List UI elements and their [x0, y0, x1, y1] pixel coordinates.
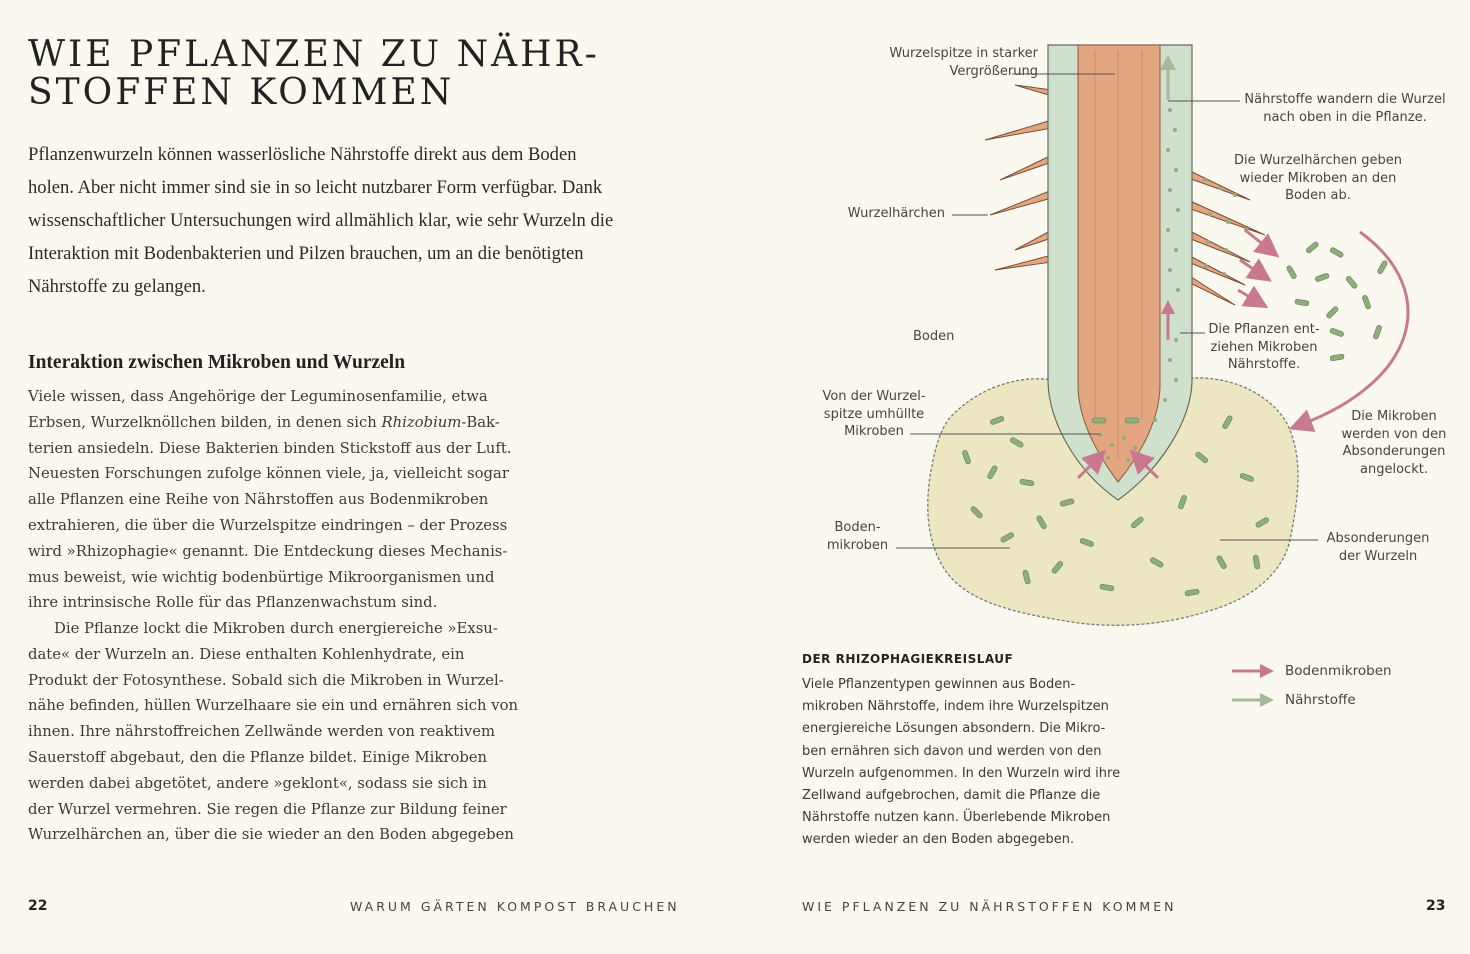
- root-core: [1078, 45, 1160, 482]
- body-line: ihre intrinsische Rolle für das Pflanzenwachstum sind.: [28, 594, 438, 612]
- legend-nutrients: Nährstoffe: [1285, 692, 1356, 708]
- body-line: mus beweist, wie wichtig bodenbürtige Mikroorganismen und: [28, 568, 495, 586]
- running-footer-left: WARUM GÄRTEN KOMPOST BRAUCHEN: [350, 899, 680, 914]
- label-extract: Die Pflanzen ent- ziehen Mikroben Nährstoffe.: [1208, 322, 1320, 373]
- root-hairs-left: [985, 85, 1052, 270]
- title-line-1: WIE PFLANZEN ZU NÄHR-: [28, 34, 600, 75]
- body-line: ihnen. Ihre nährstoffreichen Zellwände werden von reaktivem: [28, 723, 496, 741]
- body-line: Viele wissen, dass Angehörige der Leguminosenfamilie, etwa: [28, 388, 488, 405]
- body-line: Erbsen, Wurzelknöllchen bilden, in denen sich Rhizobium-Bak-: [28, 413, 500, 431]
- body-line: alle Pflanzen eine Reihe von Nährstoffen aus Bodenmikroben: [28, 491, 489, 509]
- body-line: date« der Wurzeln an. Diese enthalten Kohlenhydrate, ein: [28, 645, 465, 663]
- label-exudates: Absonderungen der Wurzeln: [1326, 531, 1430, 564]
- label-enclosed-microbes: Von der Wurzel- spitze umhüllte Mikroben: [822, 389, 926, 440]
- body-line: Neuesten Forschungen zufolge können viele, ja, vielleicht sogar: [28, 465, 509, 483]
- italic-term: Rhizobium: [381, 413, 462, 431]
- caption-title: DER RHIZOPHAGIEKREISLAUF: [802, 652, 1014, 666]
- page-number-right: 23: [1426, 898, 1446, 914]
- label-root-tip: Wurzelspitze in starker Vergrößerung: [889, 46, 1038, 79]
- section-heading: Interaktion zwischen Mikroben und Wurzeln: [28, 352, 406, 373]
- title-line-2: STOFFEN KOMMEN: [28, 72, 455, 113]
- body-line: Sauerstoff abgebaut, den die Pflanze bildet. Einige Mikroben: [28, 748, 488, 766]
- label-nutrients-up: Nährstoffe wandern die Wurzel nach oben in die Pflanze.: [1244, 92, 1446, 125]
- body-line: wird »Rhizophagie« genannt. Die Entdeckung dieses Mechanis-: [28, 542, 508, 560]
- caption-text: Viele Pflanzentypen gewinnen aus Boden- mikroben Nährstoffe, indem ihre Wurzelspitzen energiereiche Lösungen absondern. Die Mikro- ben ernähren sich davon und werden von den Wurzeln aufgenommen. In den Wurzeln wird ihre Zellwand aufgebrochen, damit die Pflanze die Nährstoffe nutzen kann. Überlebende Mikroben werden wieder an den Boden abgegeben.: [802, 677, 1121, 848]
- legend-soil-microbes: Bodenmikroben: [1285, 663, 1392, 679]
- body-line: extrahieren, die über die Wurzelspitze eindringen – der Prozess: [28, 516, 508, 534]
- label-hairs-release: Die Wurzelhärchen geben wieder Mikroben an den Boden ab.: [1234, 153, 1402, 204]
- body-line: Wurzelhärchen an, über die sie wieder an den Boden abgegeben: [28, 826, 514, 844]
- label-soil: Boden: [913, 329, 955, 344]
- label-soil-microbes: Boden- mikroben: [826, 520, 889, 553]
- page-number-left: 22: [28, 898, 48, 914]
- label-root-hairs: Wurzelhärchen: [847, 206, 945, 221]
- body-line: nähe befinden, hüllen Wurzelhaare sie ein und ernähren sich von: [28, 697, 519, 715]
- body-line: der Wurzel vermehren. Sie regen die Pflanze zur Bildung feiner: [28, 800, 507, 818]
- body-line: werden dabei abgetötet, andere »geklont«, sodass sie sich in: [28, 774, 487, 792]
- intro-paragraph: Pflanzenwurzeln können wasserlösliche Nährstoffe direkt aus dem Boden holen. Aber nicht immer sind sie in so leicht nutzbarer Form verfügbar. Dank wissenschaftlicher Untersuchungen wird allmählich klar, wie sehr Wurzeln die Interaktion mit Bodenbakterien und Pilzen brauchen, um an die benötigten Nährstoffe zu gelangen.: [28, 144, 614, 297]
- body-line: Produkt der Fotosynthese. Sobald sich die Mikroben in Wurzel-: [28, 671, 504, 689]
- legend-arrows: [1232, 664, 1274, 707]
- body-line: terien ansiedeln. Diese Bakterien binden Stickstoff aus der Luft.: [28, 439, 512, 457]
- label-attracted: Die Mikroben werden von den Absonderungen angelockt.: [1341, 409, 1447, 477]
- running-footer-right: WIE PFLANZEN ZU NÄHRSTOFFEN KOMMEN: [802, 899, 1177, 914]
- body-line: Die Pflanze lockt die Mikroben durch energiereiche »Exsu-: [54, 620, 498, 637]
